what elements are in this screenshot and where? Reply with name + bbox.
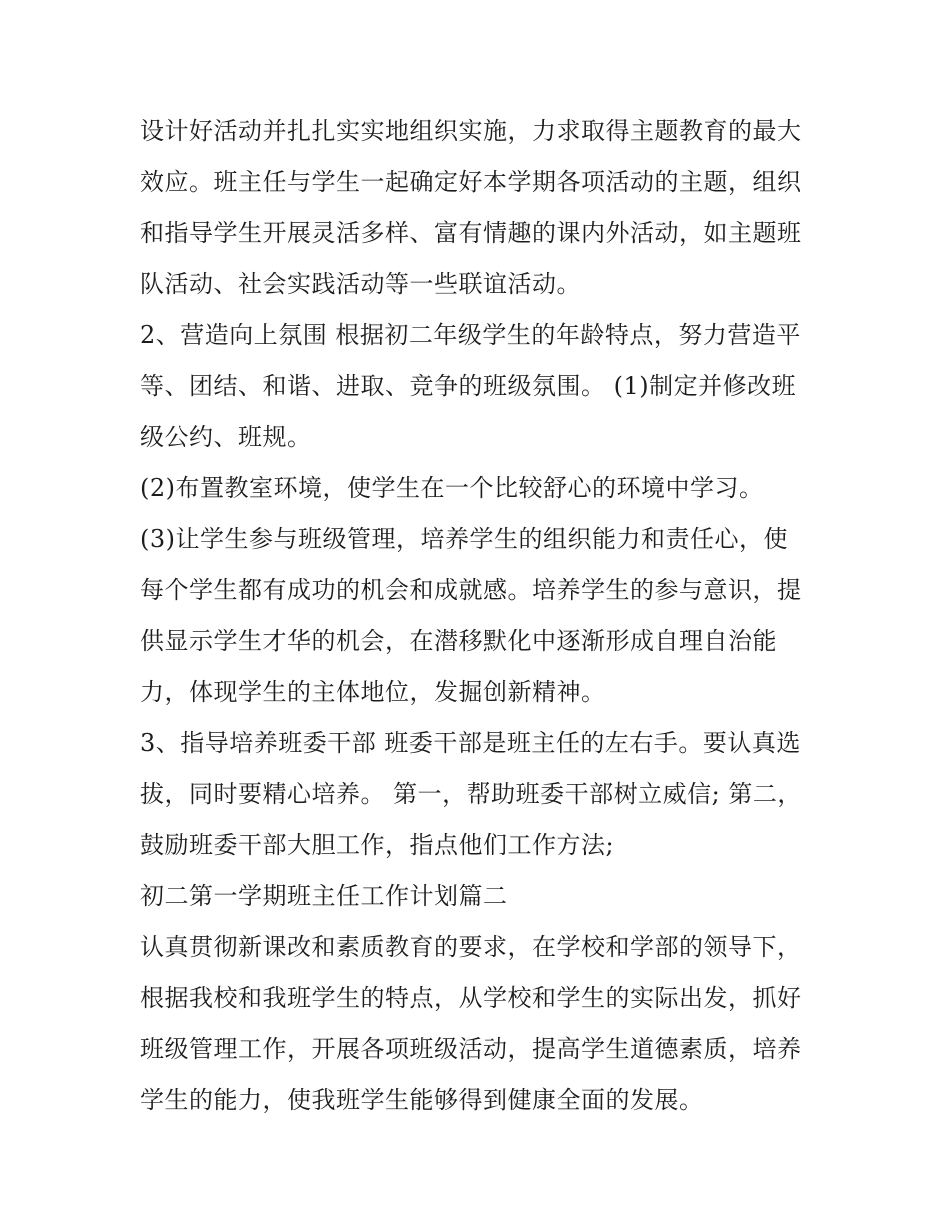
text-line: 和指导学生开展灵活多样、富有情趣的课内外活动，如主题班 [140,219,802,247]
text-line: 供显示学生才华的机会，在潜移默化中逐渐形成自理自治能 [140,627,777,655]
document-body [140,106,820,1126]
text-line: 根据我校和我班学生的特点，从学校和学生的实际出发，抓好 [140,984,802,1012]
text-line: 鼓励班委干部大胆工作，指点他们工作方法; [140,831,615,859]
text-line: 设计好活动并扎扎实实地组织实施，力求取得主题教育的最大 [140,117,802,145]
text-line: 学生的能力，使我班学生能够得到健康全面的发展。 [140,1086,704,1114]
text-line: 3、指导培养班委干部 班委干部是班主任的左右手。要认真选 [140,729,801,757]
text-line: 认真贯彻新课改和素质教育的要求，在学校和学部的领导下， [140,933,802,961]
section-heading: 初二第一学期班主任工作计划篇二 [140,882,508,910]
text-line: 级公约、班规。 [140,423,312,451]
text-line: 拔，同时要精心培养。 第一，帮助班委干部树立威信; 第二， [140,780,802,808]
text-line: 每个学生都有成功的机会和成就感。培养学生的参与意识，提 [140,576,802,604]
text-line: (2)布置教室环境，使学生在一个比较舒心的环境中学习。 [140,474,764,502]
text-line: 效应。班主任与学生一起确定好本学期各项活动的主题，组织 [140,168,802,196]
text-line: 力，体现学生的主体地位，发掘创新精神。 [140,678,606,706]
text-line: 等、团结、和谐、进取、竞争的班级氛围。 (1)制定并修改班 [140,372,797,400]
text-line: 班级管理工作，开展各项班级活动，提高学生道德素质，培养 [140,1035,802,1063]
text-line: 2、营造向上氛围 根据初二年级学生的年龄特点，努力营造平 [140,321,801,349]
text-line: 队活动、社会实践活动等一些联谊活动。 [140,270,581,298]
text-line: (3)让学生参与班级管理，培养学生的组织能力和责任心，使 [140,525,788,553]
